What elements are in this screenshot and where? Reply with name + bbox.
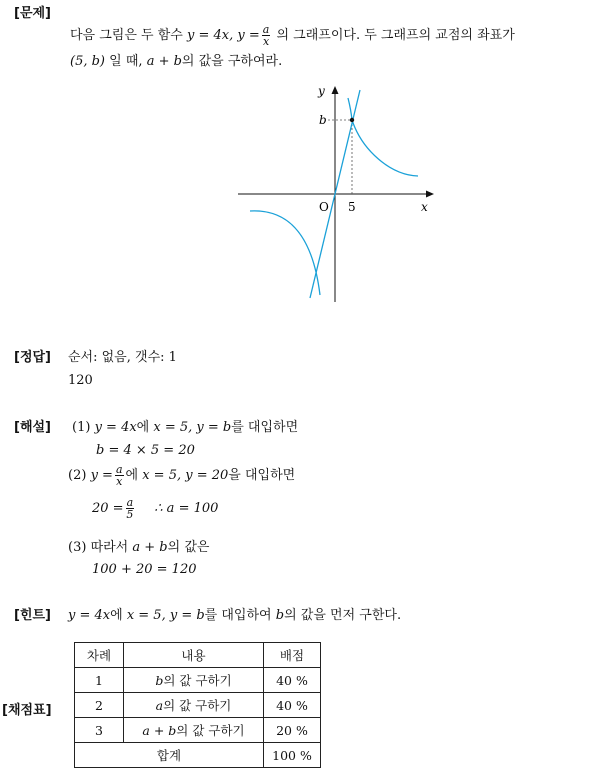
problem-line-1: [70, 24, 515, 47]
y-axis-label: y: [318, 84, 325, 98]
explanation-step-3-calc: 100 + 20 = 120: [92, 562, 197, 577]
rubric-content-text: 의 값 구하기: [176, 723, 245, 738]
problem-point: (5, b): [70, 54, 106, 69]
fraction-numerator: a: [115, 463, 123, 476]
step-number: (1): [72, 420, 91, 435]
y-axis-arrow: [332, 86, 339, 94]
rubric-content: [124, 718, 264, 743]
hint-text-a: 에: [110, 608, 123, 623]
step-2-calc-result: ∴ a = 100: [154, 501, 219, 516]
rubric-order: 3: [75, 718, 124, 743]
step-2-values: x = 5, y = 20: [142, 468, 229, 483]
hyperbola-branch-right: [348, 98, 418, 176]
step-1-text-b: 를 대입하면: [231, 420, 299, 435]
rubric-header-row: [75, 643, 321, 668]
step-2-calc-left: 20 =: [92, 501, 124, 516]
problem-text-2b: 의 값을 구하여라.: [181, 54, 283, 69]
rubric-score: 40 %: [264, 668, 321, 693]
problem-eq-2-left: y =: [237, 28, 260, 43]
rubric-header-content: 내용: [124, 643, 264, 668]
explanation-step-1: [72, 416, 298, 435]
table-row: [75, 668, 321, 693]
rubric-order: 1: [75, 668, 124, 693]
step-2-calc-fraction: [126, 497, 135, 520]
problem-text-2a: 일 때,: [109, 54, 143, 69]
hint-label: [힌트]: [14, 608, 51, 623]
explanation-step-3: [68, 536, 209, 555]
problem-label: [문제]: [14, 6, 51, 21]
table-row: [75, 718, 321, 743]
rubric-content-math: a: [155, 698, 164, 713]
hint-text: [68, 604, 401, 623]
fraction-denominator: x: [262, 35, 270, 48]
rubric-content-math: b: [155, 673, 164, 688]
answer-meta: 순서: 없음, 갯수: 1: [68, 350, 177, 365]
rubric-header-order: 차례: [75, 643, 124, 668]
rubric-total-score: 100 %: [264, 743, 321, 768]
step-number: (3): [68, 540, 87, 555]
rubric-score: 20 %: [264, 718, 321, 743]
answer-value: 120: [68, 373, 93, 388]
rubric-total-row: [75, 743, 321, 768]
explanation-step-2: [68, 464, 295, 487]
function-graph: [230, 80, 440, 305]
table-row: [75, 693, 321, 718]
rubric-score: 40 %: [264, 693, 321, 718]
problem-expr: a + b: [146, 54, 182, 69]
rubric-label: [채점표]: [2, 703, 52, 718]
hint-values: x = 5, y = b: [126, 608, 205, 623]
explanation-step-2-calc: [92, 497, 218, 520]
step-2-text-b: 을 대입하면: [228, 468, 296, 483]
x-axis-label: x: [421, 200, 428, 214]
step-1-text-a: 에: [136, 420, 150, 435]
fraction-denominator: 5: [126, 508, 134, 521]
rubric-content-math: a + b: [142, 723, 177, 738]
rubric-total-label: 합계: [75, 743, 264, 768]
fraction-numerator: a: [126, 496, 134, 509]
problem-text-1b: 의 그래프이다. 두 그래프의 교점의 좌표가: [276, 28, 515, 43]
rubric-content: [124, 693, 264, 718]
step-3-text-b: 의 값은: [167, 540, 210, 555]
step-1-values: x = 5, y = b: [153, 420, 232, 435]
fraction-numerator: a: [262, 23, 270, 36]
problem-line-2: [70, 50, 282, 69]
hint-equation: y = 4x: [68, 608, 111, 623]
explanation-step-1-calc: b = 4 × 5 = 20: [96, 443, 195, 458]
b-label: b: [319, 113, 327, 127]
hyperbola-branch-left: [250, 211, 320, 295]
hint-text-c: 의 값을 먼저 구한다.: [284, 608, 402, 623]
explanation-label: [해설]: [14, 420, 51, 435]
rubric-table: [74, 642, 321, 768]
x-axis-arrow: [426, 191, 434, 198]
rubric-header-score: 배점: [264, 643, 321, 668]
hint-text-b: 를 대입하여: [204, 608, 272, 623]
problem-eq-2-frac: [262, 24, 271, 47]
answer-label: [정답]: [14, 350, 51, 365]
intersection-point: [350, 118, 354, 122]
rubric-content-text: 의 값 구하기: [163, 698, 232, 713]
hint-variable: b: [275, 608, 285, 623]
problem-text-1a: 다음 그림은 두 함수: [70, 28, 183, 43]
step-3-text-a: 따라서: [90, 540, 129, 555]
step-1-equation: y = 4x: [94, 420, 137, 435]
rubric-content-text: 의 값 구하기: [163, 673, 232, 688]
step-2-equation-left: y =: [90, 468, 113, 483]
origin-label: O: [319, 200, 329, 214]
step-2-fraction: [115, 464, 124, 487]
fraction-denominator: x: [116, 475, 123, 488]
problem-eq-1: y = 4x,: [187, 28, 234, 43]
rubric-content: [124, 668, 264, 693]
x5-label: 5: [348, 200, 356, 214]
step-3-expr: a + b: [132, 540, 168, 555]
rubric-order: 2: [75, 693, 124, 718]
step-number: (2): [68, 468, 87, 483]
step-2-text-a: 에: [125, 468, 139, 483]
